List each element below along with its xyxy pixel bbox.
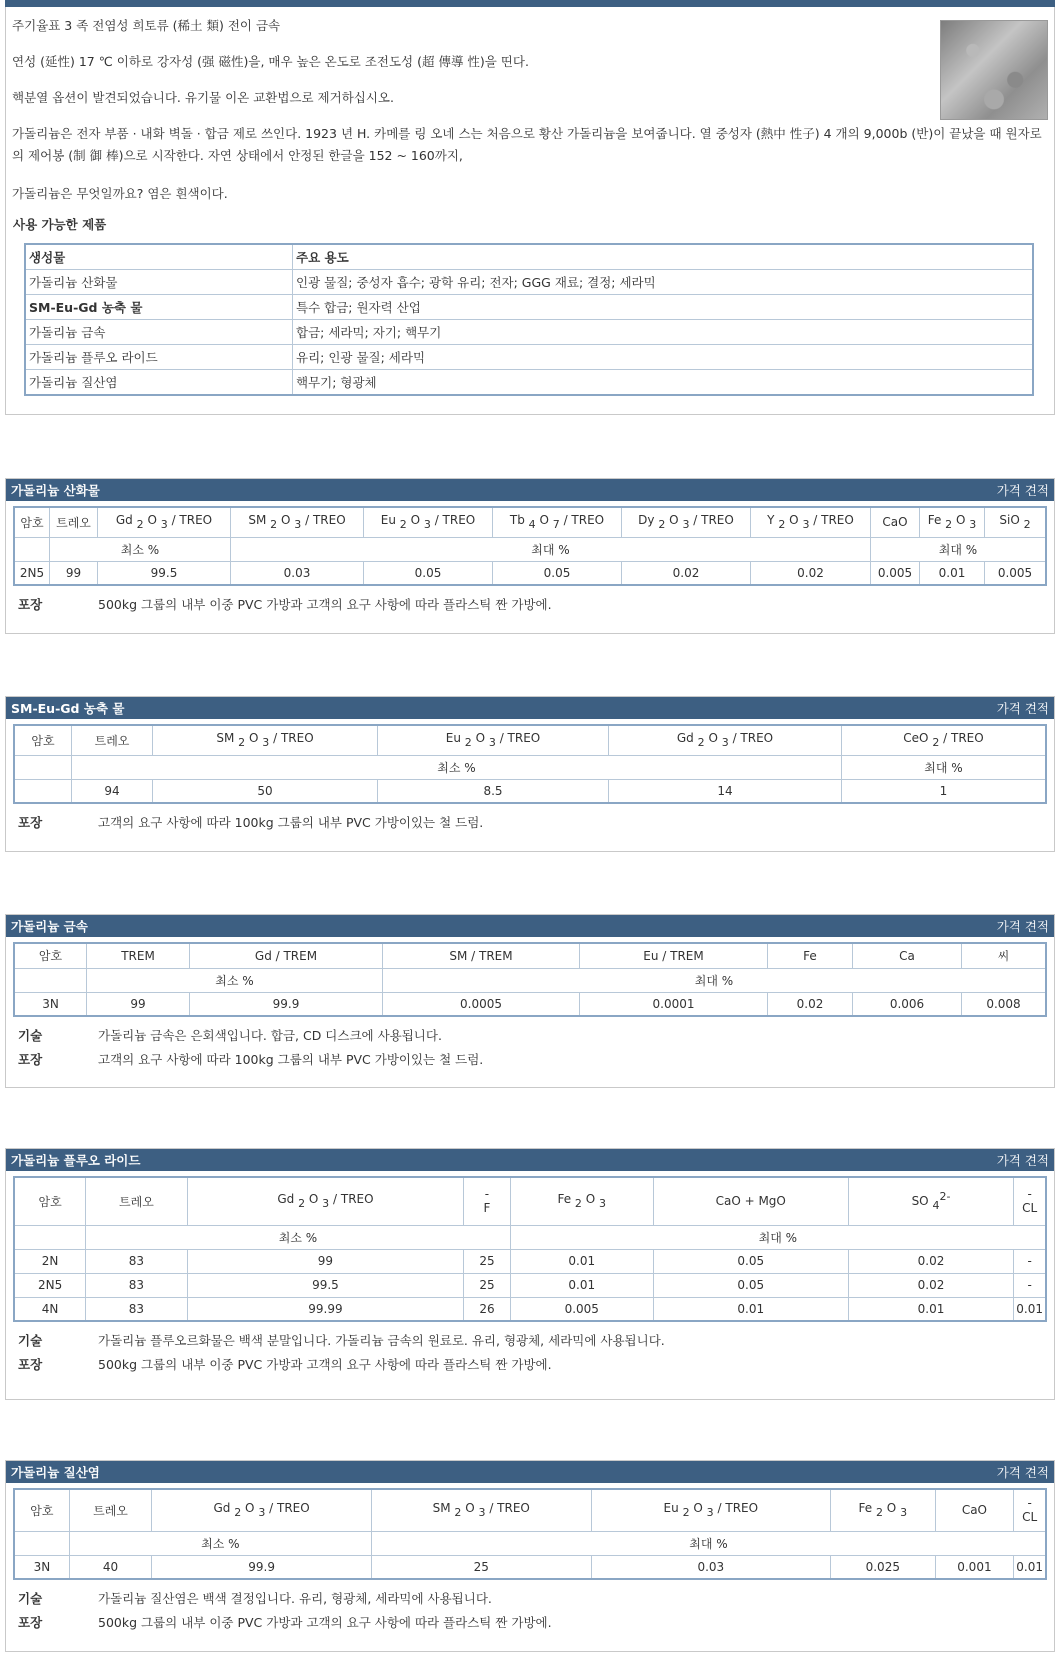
table-cell: 50 [153,779,378,803]
table-row [25,320,1033,345]
section-header [6,915,1054,937]
table-cell: 83 [86,1249,187,1273]
notes [6,1023,1054,1071]
col-sm2o3: SM $_2$ O $_3$ / TREO [153,725,378,755]
table-row [14,1297,1046,1321]
col-cl: - CL [1014,1177,1046,1225]
intro-line-1: 주기율표 3 족 전염성 희토류 (稀土 類) 전이 금속 [12,18,281,33]
table-row [14,507,1046,537]
packing-text: 고객의 요구 사항에 따라 100kg 그룹의 내부 PVC 가방이있는 철 드럼. [98,1052,484,1067]
table-row [14,1225,1046,1249]
table-cell: 0.01 [1014,1297,1046,1321]
packing-row [6,1610,1054,1634]
table-cell: 0.01 [1014,1555,1046,1579]
products-heading: 사용 가능한 제품 [13,217,107,232]
col-sm2o3: SM $_2$ O $_3$ / TREO [231,507,364,537]
concentrate-section [5,696,1055,852]
table-row [14,537,1046,561]
table-cell: 14 [609,779,842,803]
table-cell: 0.0005 [383,992,580,1016]
table-cell: 2N5 [14,1273,86,1297]
table-cell: 99.5 [98,561,231,585]
table-row [14,561,1046,585]
table-cell: 0.03 [231,561,364,585]
table-cell: 0.01 [653,1297,848,1321]
table-row [14,755,1046,779]
table-row [14,725,1046,755]
table-row [25,295,1033,320]
col-sio2: SiO $_2$ [985,507,1047,537]
notes [6,810,1054,834]
product-use: 핵무기; 형광체 [293,370,1034,396]
col-so4: SO $_4^{2-}$ [848,1177,1014,1225]
table-cell: 0.05 [493,561,622,585]
product-name: 가돌리늄 질산염 [25,370,293,396]
col-tb4o7: Tb $_4$ O $_7$ / TREO [493,507,622,537]
max-label: 최대 % [371,1531,1046,1555]
table-cell: 99.9 [190,992,383,1016]
table-cell: 0.05 [653,1273,848,1297]
col-code: 암호 [14,507,50,537]
product-use: 특수 합금; 원자력 산업 [293,295,1034,320]
table-cell: 0.05 [364,561,493,585]
packing-label: 포장 [18,1357,43,1372]
col-fe: Fe [768,943,853,968]
table-row [14,1531,1046,1555]
table-cell: 0.02 [848,1273,1014,1297]
table-cell: 0.01 [848,1297,1014,1321]
col-code: 암호 [14,725,72,755]
col-sm-trem: SM / TREM [383,943,580,968]
col-treo: 트레오 [86,1177,187,1225]
product-name: 가돌리늄 금속 [25,320,293,345]
table-cell: 8.5 [378,779,609,803]
table-cell: 0.005 [510,1297,653,1321]
table-cell: 0.02 [751,561,871,585]
col-fe2o3: Fe $_2$ O $_3$ [510,1177,653,1225]
gadolinium-photo [940,20,1048,120]
col-gd-trem: Gd / TREM [190,943,383,968]
table-row [14,968,1046,992]
table-cell: 94 [72,779,153,803]
col-gd2o3: Gd $_2$ O $_3$ / TREO [609,725,842,755]
col-product: 생성물 [25,244,293,270]
notes [6,592,1054,616]
table-cell: - [1014,1249,1046,1273]
products-table [24,243,1034,396]
table-cell: 0.02 [768,992,853,1016]
col-code: 암호 [14,943,87,968]
intro-line-5: 가돌리늄은 무엇일까요? 염은 흰색이다. [12,186,228,201]
table-row [25,370,1033,396]
table-row [14,943,1046,968]
table-cell: 0.05 [653,1249,848,1273]
table-row [25,270,1033,295]
table-cell: 0.01 [510,1249,653,1273]
table-cell: 0.005 [985,561,1047,585]
price-quote-link[interactable]: 가격 견적 [996,1465,1049,1480]
table-cell: 0.008 [962,992,1047,1016]
packing-row [6,592,1054,616]
packing-label: 포장 [18,1615,43,1630]
tech-text: 가돌리늄 플루오르화물은 백색 분말입니다. 가돌리늄 금속의 원료로. 유리, 형광체, 세라믹에 사용됩니다. [98,1333,665,1348]
col-gd2o3: Gd $_2$ O $_3$ / TREO [187,1177,464,1225]
section-header [6,1149,1054,1171]
table-cell: 2N [14,1249,86,1273]
col-dy2o3: Dy $_2$ O $_3$ / TREO [622,507,751,537]
col-fe2o3: Fe $_2$ O $_3$ [920,507,985,537]
intro-paragraph: 가돌리늄은 전자 부품 · 내화 벽돌 · 합금 제로 쓰인다. 1923 년 H. 카메를 링 오네 스는 처음으로 황산 가돌리늄을 보여줍니다. 열 중성자 (熱中 性子) 4 개의 9,000b (반)이 끝났을 때 원자로의 제어봉 (制 御 棒)으로 시작한다. 자연 상태에서 안정된 한글을 152 ~ 160까지, [12,126,1042,163]
section-title: 가돌리늄 질산염 [11,1465,100,1480]
table-cell: 25 [464,1273,511,1297]
col-gd2o3: Gd $_2$ O $_3$ / TREO [152,1489,372,1531]
table-cell: 99 [87,992,190,1016]
min-label: 최소 % [50,537,231,561]
col-eu-trem: Eu / TREM [580,943,768,968]
col-cao-mgo: CaO + MgO [653,1177,848,1225]
table-cell: 25 [464,1249,511,1273]
tech-label: 기술 [18,1333,43,1348]
max-label: 최대 % [842,755,1047,779]
col-f: - F [464,1177,511,1225]
col-cl: - CL [1014,1489,1046,1531]
top-bar [5,0,1055,7]
table-cell: 0.01 [510,1273,653,1297]
product-use: 유리; 인광 물질; 세라믹 [293,345,1034,370]
table-cell: 26 [464,1297,511,1321]
intro-line-2: 연성 (延性) 17 ℃ 이하로 강자성 (强 磁性)을, 매우 높은 온도로 조전도성 (超 傳導 性)을 띤다. [12,54,529,69]
metal-table [13,942,1047,1017]
notes [6,1586,1054,1634]
price-quote-link[interactable]: 가격 견적 [996,701,1049,716]
nitrate-table [13,1488,1047,1580]
table-row [25,244,1033,270]
col-c: 씨 [962,943,1047,968]
table-cell: 1 [842,779,1047,803]
packing-label: 포장 [18,815,43,830]
tech-label: 기술 [18,1028,43,1043]
price-quote-link[interactable]: 가격 견적 [996,1153,1049,1168]
table-cell: 0.025 [831,1555,936,1579]
product-use: 인광 물질; 중성자 흡수; 광학 유리; 전자; GGG 재료; 결정; 세라믹 [293,270,1034,295]
section-header [6,479,1054,501]
table-cell: 83 [86,1273,187,1297]
table-cell: 4N [14,1297,86,1321]
oxide-table [13,506,1047,586]
col-treo: 트레오 [72,725,153,755]
tech-row [6,1023,1054,1047]
price-quote-link[interactable]: 가격 견적 [996,483,1049,498]
table-cell: 0.0001 [580,992,768,1016]
table-cell: 40 [69,1555,152,1579]
table-cell: 3N [14,992,87,1016]
table-row [14,1249,1046,1273]
table-cell: 99 [187,1249,464,1273]
metal-section [5,914,1055,1088]
col-eu2o3: Eu $_2$ O $_3$ / TREO [364,507,493,537]
col-ca: Ca [853,943,962,968]
col-sm2o3: SM $_2$ O $_3$ / TREO [371,1489,591,1531]
max-label: 최대 % [510,1225,1046,1249]
table-row [14,1555,1046,1579]
min-label: 최소 % [72,755,842,779]
tech-row [6,1586,1054,1610]
table-cell: - [1014,1273,1046,1297]
packing-row [6,1352,1054,1376]
packing-text: 500kg 그룹의 내부 이중 PVC 가방과 고객의 요구 사항에 따라 플라스틱 짠 가방에. [98,1615,552,1630]
col-code: 암호 [14,1177,86,1225]
intro-line-3: 핵분열 옵션이 발견되었습니다. 유기물 이온 교환법으로 제거하십시오. [12,90,394,105]
col-treo: 트레오 [69,1489,152,1531]
section-header [6,1461,1054,1483]
table-cell: 99.99 [187,1297,464,1321]
packing-row [6,810,1054,834]
fluoride-table [13,1176,1047,1322]
table-cell: 0.006 [853,992,962,1016]
table-cell: 2N5 [14,561,50,585]
min-label: 최소 % [87,968,383,992]
table-row [14,1273,1046,1297]
table-row [14,1489,1046,1531]
table-cell: 3N [14,1555,69,1579]
table-cell: 83 [86,1297,187,1321]
col-eu2o3: Eu $_2$ O $_3$ / TREO [378,725,609,755]
col-gd2o3: Gd $_2$ O $_3$ / TREO [98,507,231,537]
table-cell: 0.03 [591,1555,830,1579]
packing-text: 고객의 요구 사항에 따라 100kg 그룹의 내부 PVC 가방이있는 철 드럼. [98,815,484,830]
table-cell: 99 [50,561,98,585]
col-cao: CaO [935,1489,1014,1531]
col-cao: CaO [871,507,920,537]
section-header [6,697,1054,719]
table-row [25,345,1033,370]
oxide-section [5,478,1055,634]
section-title: SM-Eu-Gd 농축 물 [11,701,125,716]
col-ceo2: CeO $_2$ / TREO [842,725,1047,755]
tech-row [6,1328,1054,1352]
table-cell: 0.01 [920,561,985,585]
product-use: 합금; 세라믹; 자기; 핵무기 [293,320,1034,345]
table-cell: 0.02 [848,1249,1014,1273]
section-title: 가돌리늄 금속 [11,919,88,934]
section-title: 가돌리늄 산화물 [11,483,100,498]
table-row [14,992,1046,1016]
packing-text: 500kg 그룹의 내부 이중 PVC 가방과 고객의 요구 사항에 따라 플라스틱 짠 가방에. [98,597,552,612]
max-label: 최대 % [383,968,1047,992]
nitrate-section [5,1460,1055,1652]
packing-row [6,1047,1054,1071]
tech-label: 기술 [18,1591,43,1606]
table-cell: 0.02 [622,561,751,585]
col-treo: 트레오 [50,507,98,537]
packing-label: 포장 [18,1052,43,1067]
max-label: 최대 % [871,537,1047,561]
packing-label: 포장 [18,597,43,612]
col-trem: TREM [87,943,190,968]
fluoride-section [5,1148,1055,1400]
col-code: 암호 [14,1489,69,1531]
table-cell: 0.001 [935,1555,1014,1579]
table-cell: 99.5 [187,1273,464,1297]
max-label: 최대 % [231,537,871,561]
packing-text: 500kg 그룹의 내부 이중 PVC 가방과 고객의 요구 사항에 따라 플라스틱 짠 가방에. [98,1357,552,1372]
table-cell: 0.005 [871,561,920,585]
table-cell: 99.9 [152,1555,372,1579]
price-quote-link[interactable]: 가격 견적 [996,919,1049,934]
min-label: 최소 % [69,1531,371,1555]
col-fe2o3: Fe $_2$ O $_3$ [831,1489,936,1531]
min-label: 최소 % [86,1225,511,1249]
table-row [14,1177,1046,1225]
product-name: SM-Eu-Gd 농축 물 [25,295,293,320]
notes [6,1328,1054,1376]
section-title: 가돌리늄 플루오 라이드 [11,1153,141,1168]
col-eu2o3: Eu $_2$ O $_3$ / TREO [591,1489,830,1531]
product-name: 가돌리늄 산화물 [25,270,293,295]
table-cell: 25 [371,1555,591,1579]
concentrate-table [13,724,1047,804]
col-usage: 주요 용도 [293,244,1034,270]
col-y2o3: Y $_2$ O $_3$ / TREO [751,507,871,537]
table-row [14,779,1046,803]
tech-text: 가돌리늄 질산염은 백색 결정입니다. 유리, 형광체, 세라믹에 사용됩니다. [98,1591,492,1606]
product-name: 가돌리늄 플루오 라이드 [25,345,293,370]
tech-text: 가돌리늄 금속은 은회색입니다. 합금, CD 디스크에 사용됩니다. [98,1028,442,1043]
